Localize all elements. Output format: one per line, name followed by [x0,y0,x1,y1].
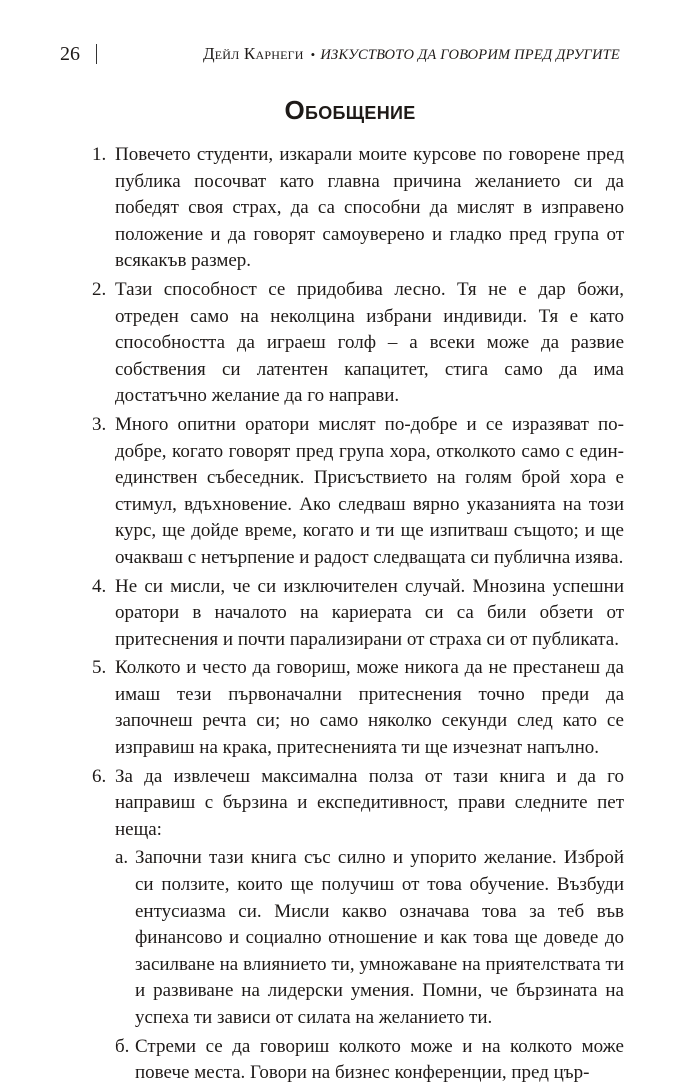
summary-item-5 [92,655,624,761]
section-title: Обобщение [284,95,416,125]
sub-item-letter: а. [115,847,129,869]
item-number: 6. [92,765,107,787]
sub-item-text: Започни тази книга със силно и упорито желание. Изброй си ползите, които ще получиш от това обучение. Възбуди ентусиазма си. Мисли какво означава това за теб във финансово и социално отношение и как това ще доведе до засилване на влиянието ти, умножаване на приятелствата ти и развиване на лидерски умения. Помни, че бързината на успеха ти зависи от силата на желанието ти. [135,847,624,1028]
sub-item-b [115,1034,624,1087]
running-header [60,41,620,67]
item-text: Не си мисли, че си изключителен случай. Мнозина успешни оратори в началото на кариерата си са били обзети от притеснения и почти парализирани от страха си от публиката. [115,575,624,650]
summary-item-2 [92,277,624,410]
summary-item-6 [92,764,624,1087]
summary-list [92,142,624,1089]
item-text: Много опитни оратори мислят по-добре и се изразяват по-добре, когато говорят пред група хора, отколкото само с един-единствен събеседник. Присъствието на голям брой хора е стимул, вдъхновение. Ако следваш вярно указанията на този курс, ще дойде време, когато и ти ще изпитваш същото; и ще очакваш с нетърпение и радост следващата си публична изява. [115,413,624,568]
summary-item-1 [92,142,624,275]
author-name: Дейл Карнеги [202,44,304,63]
running-head [203,41,620,68]
summary-item-3 [92,412,624,572]
item-number: 5. [92,657,107,679]
item-text: За да извлечеш максимална полза от тази книга и да го направиш с бързина и експедитивност, прави следните пет неща: [115,765,624,840]
sub-item-text: Стреми се да говориш колкото може и на колкото може повече места. Говори на бизнес конференции, пред цър- [135,1035,624,1084]
item-number: 3. [92,413,107,435]
book-title: ИЗКУСТВОТО ДА ГОВОРИМ ПРЕД ДРУГИТЕ [320,47,620,63]
item-number: 1. [92,144,107,165]
item-text: Повечето студенти, изкарали моите курсове по говорене пред публика посочват като главна причина желанието си да победят своя страх, да са способни да мислят в изправено положение и да говорят самоуверено и гладко пред група от всякакъв размер. [115,144,624,272]
sub-item-letter: б. [115,1035,130,1057]
item-number: 4. [92,575,107,597]
item-number: 2. [92,278,107,300]
header-separator: • [310,47,316,62]
sub-item-a [115,845,624,1031]
summary-item-4 [92,574,624,654]
item-text: Колкото и често да говориш, може никога да не престанеш да имаш тези първоначални притеснения точно преди да започнеш речта си; но само няколко секунди след като се изправиш на крака, притесненията ти ще изчезнат напълно. [115,657,624,759]
item-text: Тази способност се придобива лесно. Тя не е дар божи, отреден само на неколцина избрани индивиди. Тя е като способността да играеш голф – а всеки може да развие собствения си латентен капацитет, стига само да има достатъчно желание да го направи. [115,278,624,407]
sub-list [115,845,624,1086]
header-divider [96,44,97,64]
page-number: 26 [60,43,80,65]
